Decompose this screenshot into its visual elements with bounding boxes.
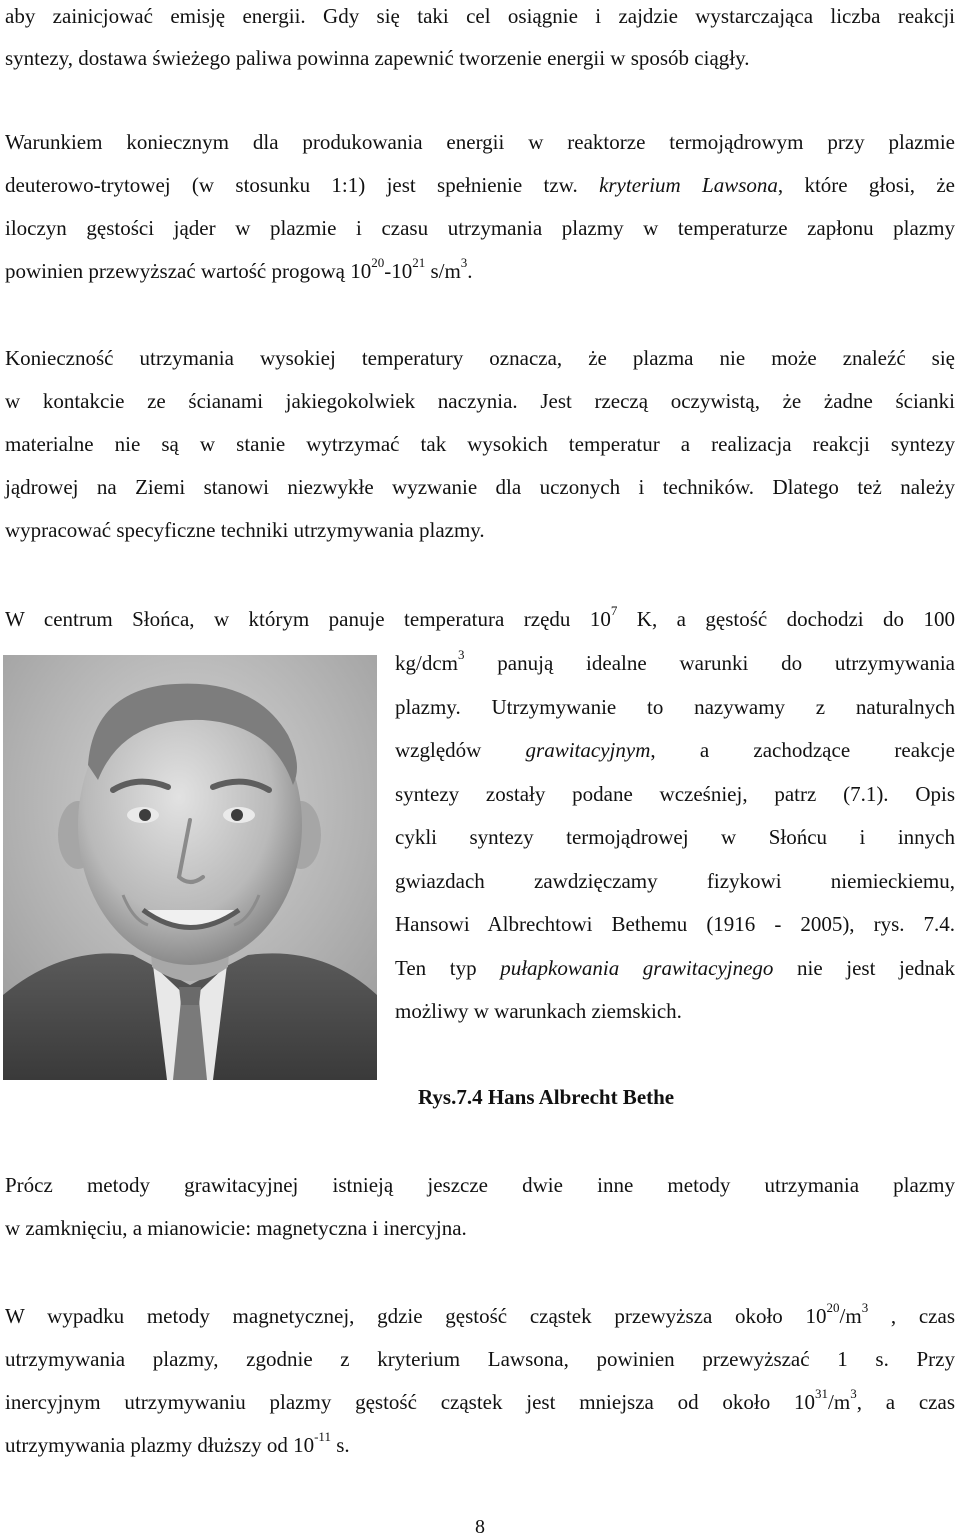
- paragraph-4-line-3: plazmy. Utrzymywanie to nazywamy z naturalnych: [395, 695, 955, 719]
- paragraph-3-line-1: Konieczność utrzymania wysokiej temperatury oznacza, że plazma nie może znaleźć się: [5, 346, 955, 370]
- paragraph-4-line-7: gwiazdach zawdzięczamy fizykowi niemieckiemu,: [395, 869, 955, 893]
- paragraph-4-line-1: W centrum Słońca, w którym panuje temperatura rzędu $10^7$ K, a gęstość dochodzi do 100: [5, 603, 955, 631]
- paragraph-2-line-1: Warunkiem koniecznym dla produkowania energii w reaktorze termojądrowym przy plazmie: [5, 130, 955, 154]
- paragraph-4-line-5: syntezy zostały podane wcześniej, patrz (7.1). Opis: [395, 782, 955, 806]
- paragraph-3-line-3: materialne nie są w stanie wytrzymać tak wysokich temperatur a realizacja reakcji syntezy: [5, 432, 955, 456]
- paragraph-6-line-2: utrzymywania plazmy, zgodnie z kryterium Lawsona, powinien przewyższać 1 s. Przy: [5, 1347, 955, 1371]
- paragraph-1-line-2: syntezy, dostawa świeżego paliwa powinna zapewnić tworzenie energii w sposób ciągły.: [5, 46, 750, 70]
- paragraph-4-line-8: Hansowi Albrechtowi Bethemu (1916 - 2005), rys. 7.4.: [395, 912, 955, 936]
- paragraph-4-line-9: Ten typ pułapkowania grawitacyjnego nie jest jednak: [395, 956, 955, 980]
- paragraph-3-line-4: jądrowej na Ziemi stanowi niezwykłe wyzwanie dla uczonych i techników. Dlatego też należy: [5, 475, 955, 499]
- hans-bethe-portrait: [3, 655, 377, 1080]
- paragraph-5-line-1: Prócz metody grawitacyjnej istnieją jeszcze dwie inne metody utrzymania plazmy: [5, 1173, 955, 1197]
- figure-caption: Rys.7.4 Hans Albrecht Bethe: [418, 1085, 675, 1109]
- paragraph-4-line-6: cykli syntezy termojądrowej w Słońcu i innych: [395, 825, 955, 849]
- paragraph-5-line-2: w zamknięciu, a mianowicie: magnetyczna i inercyjna.: [5, 1216, 467, 1240]
- paragraph-2-line-2: deuterowo-trytowej (w stosunku 1:1) jest spełnienie tzw. kryterium Lawsona, które głosi, że: [5, 173, 955, 197]
- paragraph-1-line-1: aby zainicjować emisję energii. Gdy się taki cel osiągnie i zajdzie wystarczająca liczba reakcji: [5, 4, 955, 28]
- portrait-image: [3, 655, 377, 1080]
- paragraph-3-line-2: w kontakcie ze ścianami jakiegokolwiek naczynia. Jest rzeczą oczywistą, że żadne ścianki: [5, 389, 955, 413]
- paragraph-2-line-4: powinien przewyższać wartość progową $10^{20}-10^{21}$ $s/m^3$.: [5, 255, 473, 283]
- paragraph-2-line-3: iloczyn gęstości jąder w plazmie i czasu utrzymania plazmy w temperaturze zapłonu plazmy: [5, 216, 955, 240]
- paragraph-4-line-2: kg/dcm$^3$ panują idealne warunki do utrzymywania: [395, 647, 955, 675]
- gravitational-trapping-term: pułapkowania grawitacyjnego: [500, 956, 774, 980]
- paragraph-6-line-4: utrzymywania plazmy dłuższy od $10^{-11}$ s.: [5, 1429, 350, 1457]
- paragraph-6-line-1: W wypadku metody magnetycznej, gdzie gęstość cząstek przewyższa około $10^{20}/m^3$ , czas: [5, 1300, 955, 1328]
- lawson-criterion-term: kryterium Lawsona: [599, 173, 778, 197]
- paragraph-4-line-10: możliwy w warunkach ziemskich.: [395, 999, 682, 1023]
- page-number: 8: [475, 1516, 485, 1538]
- paragraph-3-line-5: wypracować specyficzne techniki utrzymywania plazmy.: [5, 518, 485, 542]
- paragraph-4-line-4: względów grawitacyjnym, a zachodzące reakcje: [395, 738, 955, 762]
- gravitational-term: grawitacyjnym: [525, 738, 651, 762]
- paragraph-6-line-3: inercyjnym utrzymywaniu plazmy gęstość cząstek jest mniejsza od około $10^{31}/m^3$, a czas: [5, 1386, 955, 1414]
